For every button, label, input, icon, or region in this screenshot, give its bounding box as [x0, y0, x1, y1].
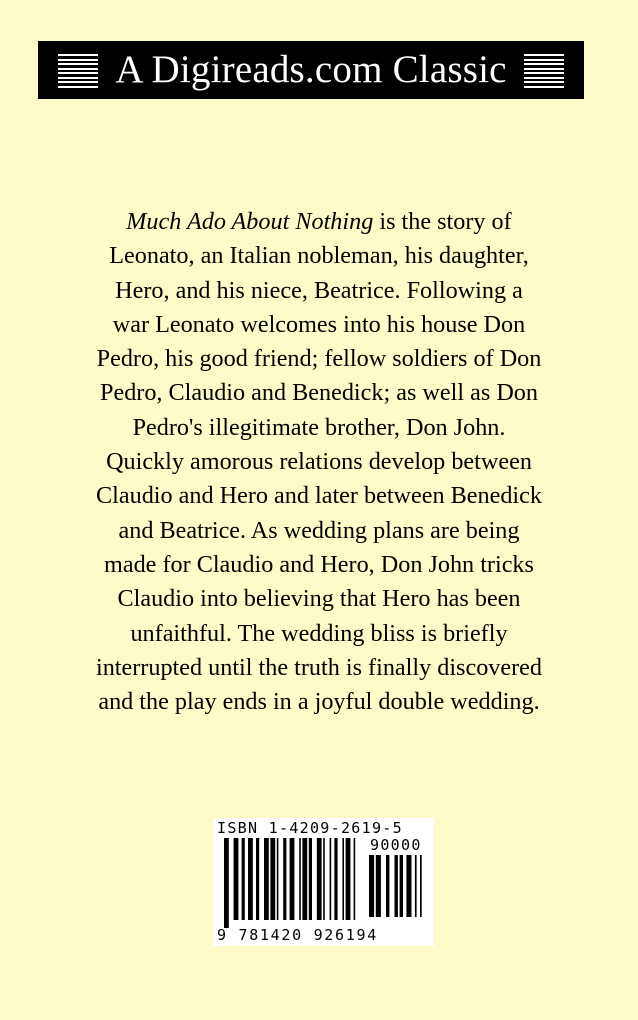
barcode-bars: [224, 838, 364, 930]
barcode-bar: [376, 855, 381, 917]
barcode-bar: [369, 855, 374, 917]
barcode-bar: [270, 838, 275, 920]
description-line: Pedro's illegitimate brother, Don John.: [132, 413, 506, 441]
barcode-bar: [334, 838, 337, 920]
description-line: Leonato, an Italian nobleman, his daughter,: [109, 242, 529, 270]
barcode-bar: [317, 838, 322, 920]
banner-stripes-right: [524, 54, 564, 88]
price-code: 90000: [370, 836, 422, 854]
description-line: Pedro, Claudio and Benedick; as well as Don: [100, 379, 538, 407]
addon-barcode-bars: [369, 855, 429, 927]
barcode-bar: [323, 838, 325, 920]
book-title: Much Ado About Nothing: [126, 208, 374, 235]
description-line: Claudio into believing that Hero has been: [117, 585, 521, 613]
barcode-bar: [302, 838, 307, 920]
barcode-bar: [256, 838, 259, 920]
description-line: Claudio and Hero and later between Benedick: [96, 482, 542, 510]
barcode-bar: [400, 855, 403, 917]
barcode-bar: [342, 838, 344, 920]
barcode-bar: [354, 838, 356, 920]
book-description: [60, 205, 578, 719]
description-line: war Leonato welcomes into his house Don: [112, 310, 526, 338]
barcode-bar: [248, 838, 253, 920]
barcode-bar: [277, 838, 279, 920]
description-line: and the play ends in a joyful double wedding.: [98, 688, 540, 716]
barcode-bar: [395, 855, 398, 917]
description-line: Pedro, his good friend; fellow soldiers of Don: [96, 345, 542, 373]
description-line: made for Claudio and Hero, Don John tricks: [104, 550, 534, 578]
barcode-bar: [415, 855, 417, 917]
series-banner: [38, 41, 584, 99]
description-line: Quickly amorous relations develop between: [106, 448, 532, 476]
ean-number: 9 781420 926194: [217, 926, 378, 944]
barcode-bar: [346, 838, 351, 920]
description-line: and Beatrice. As wedding plans are being: [118, 516, 520, 544]
description-line: interrupted until the truth is finally discovered: [95, 653, 543, 681]
barcode-bar: [309, 838, 312, 920]
barcode-bar: [386, 855, 389, 917]
barcode-bar: [406, 855, 411, 917]
description-line: Much Ado About Nothing is the story of: [126, 208, 512, 235]
barcode-bar: [290, 838, 295, 920]
barcode-bar: [283, 838, 286, 920]
barcode-bar: [234, 838, 239, 920]
barcode-bar: [242, 838, 245, 920]
barcode-bar: [264, 838, 269, 920]
barcode-bar: [420, 855, 422, 917]
description-line: Hero, and his niece, Beatrice. Following a: [115, 276, 523, 304]
barcode-bar: [330, 838, 332, 920]
isbn-barcode: [213, 818, 434, 946]
description-line: unfaithful. The wedding bliss is briefly: [130, 619, 508, 647]
barcode-bar: [224, 838, 229, 928]
barcode-bar: [299, 838, 301, 920]
isbn-number: ISBN 1-4209-2619-5: [217, 819, 403, 837]
series-title: A Digireads.com Classic: [115, 48, 507, 91]
